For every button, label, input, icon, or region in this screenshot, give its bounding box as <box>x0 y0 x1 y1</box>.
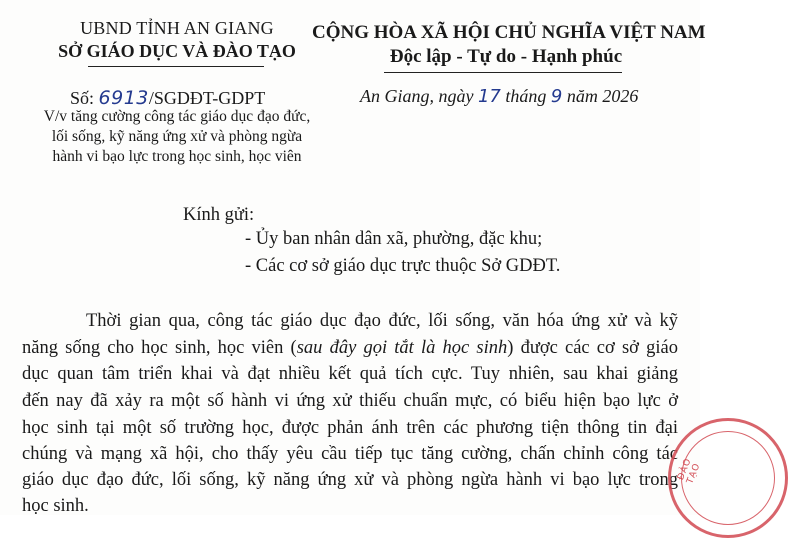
body-line-3: dục quan tâm triển khai và đạt nhiều kết quả tích cực. Tuy nhiên, sau khai giảng <box>22 364 678 384</box>
subject-line-1: V/v tăng cường công tác giáo dục đạo đức, <box>43 108 311 125</box>
doc-number-suffix: /SGDĐT-GDPT <box>148 88 266 108</box>
seal-text: ĐÀO TẠO <box>676 456 703 486</box>
body-line-6: chúng và mạng xã hội, cho thấy yêu cầu tiếp tục tăng cường, chấn chỉnh công tác <box>22 444 678 464</box>
body-line-2-italic: sau đây gọi tắt là học sinh <box>296 338 508 358</box>
national-motto: Độc lập - Tự do - Hạnh phúc <box>389 46 623 67</box>
org-underline <box>88 66 264 67</box>
nation-title: CỘNG HÒA XÃ HỘI CHỦ NGHĨA VIỆT NAM <box>312 22 706 43</box>
date-line <box>360 86 638 107</box>
document-number <box>70 87 265 109</box>
org-name: SỞ GIÁO DỤC VÀ ĐÀO TẠO <box>58 41 296 61</box>
body-line-4: đến nay đã xảy ra một số hành vi ứng xử thiếu chuẩn mực, có biểu hiện bạo lực ở <box>22 391 678 411</box>
greeting: Kính gửi: <box>183 205 255 225</box>
body-line-7: giáo dục đạo đức, lối sống, kỹ năng ứng xử và phòng ngừa hành vi bạo lực trong <box>22 470 678 490</box>
recipient-item: - Ủy ban nhân dân xã, phường, đặc khu; <box>245 229 543 249</box>
body-line-1: Thời gian qua, công tác giáo dục đạo đức, lối sống, văn hóa ứng xử và kỹ <box>86 311 678 331</box>
body-line-8: học sinh. <box>22 496 89 516</box>
date-day: 17 <box>477 86 501 107</box>
doc-number-label: Số: <box>70 88 99 108</box>
date-month: 9 <box>550 86 563 107</box>
org-parent: UBND TỈNH AN GIANG <box>80 18 274 38</box>
recipient-item: - Các cơ sở giáo dục trực thuộc Sở GDĐT. <box>245 256 561 276</box>
body-line-5: học sinh tại một số trường học, được phản ánh trên các phương tiện thông tin đại <box>22 418 678 438</box>
date-place: An Giang, ngày <box>360 86 478 106</box>
motto-underline <box>384 72 622 73</box>
body-line-2 <box>22 338 678 359</box>
date-month-label: tháng <box>500 86 551 106</box>
doc-number-handwritten: 6913 <box>98 87 149 109</box>
body-line-2-start: năng sống cho học sinh, học viên ( <box>22 338 297 358</box>
subject-line-3: hành vi bạo lực trong học sinh, học viên <box>52 148 302 165</box>
body-line-2-end: ) được các cơ sở giáo <box>507 338 678 358</box>
date-year: năm 2026 <box>562 86 639 106</box>
subject-line-2: lối sống, kỹ năng ứng xử và phòng ngừa <box>51 128 303 145</box>
